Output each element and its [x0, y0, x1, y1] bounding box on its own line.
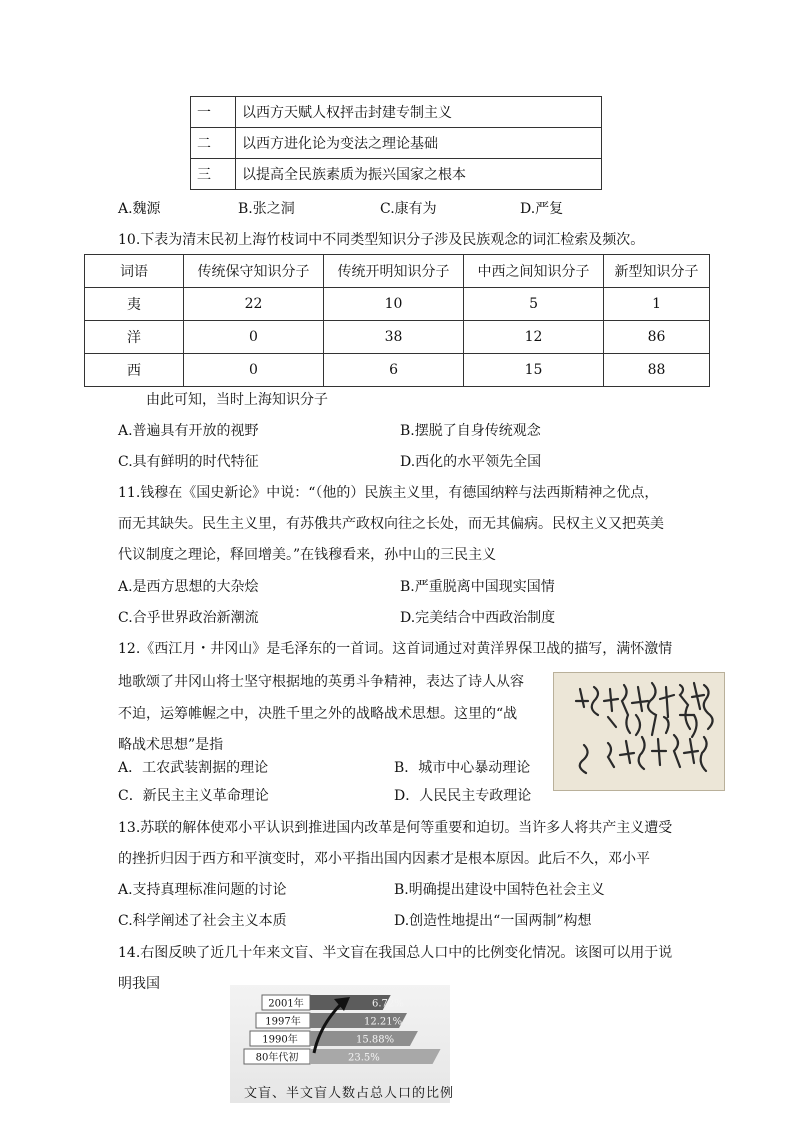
q13-line-2: 的挫折归因于西方和平演变时，邓小平指出国内因素才是根本原因。此后不久，邓小平 [118, 851, 650, 867]
viewpoint-row [191, 159, 602, 190]
table-value-cell: 5 [464, 288, 604, 321]
chart-value-label: 15.88% [356, 1034, 395, 1046]
q11-option-d[interactable]: D.完美结合中西政治制度 [400, 610, 556, 626]
q10-option-c[interactable]: C.具有鲜明的时代特征 [118, 454, 259, 470]
table-row [85, 354, 710, 387]
chart-caption: 文盲、半文盲人数占总人口的比例 [244, 1086, 455, 1101]
table-value-cell: 0 [184, 321, 324, 354]
viewpoint-number: 一 [191, 97, 236, 128]
q11-option-c[interactable]: C.合乎世界政治新潮流 [118, 610, 259, 626]
calligraphy-image [553, 672, 725, 791]
table-value-cell: 10 [324, 288, 464, 321]
q13-line-1: 13.苏联的解体使邓小平认识到推进国内改革是何等重要和迫切。当许多人将共产主义遭受 [118, 820, 673, 836]
table-value-cell: 12 [464, 321, 604, 354]
q9-option-b[interactable]: B.张之洞 [238, 201, 295, 217]
q14-line-1: 14.右图反映了近几十年来文盲、半文盲在我国总人口中的比例变化情况。该图可以用于说 [118, 945, 673, 961]
chart-category-label: 2001年 [268, 998, 304, 1010]
q10-option-b[interactable]: B.摆脱了自身传统观念 [400, 423, 541, 439]
chart-value-label: 6.72% [372, 998, 404, 1010]
viewpoint-table [190, 96, 602, 190]
q13-option-c[interactable]: C.科学阐述了社会主义本质 [118, 913, 287, 929]
chart-value-label: 23.5% [348, 1052, 380, 1064]
table-word-cell: 夷 [85, 288, 184, 321]
q10-stem: 10.下表为清末民初上海竹枝词中不同类型知识分子涉及民族观念的词汇检索及频次。 [118, 232, 645, 248]
viewpoint-text: 以提高全民族素质为振兴国家之根本 [236, 159, 602, 190]
q11-option-a[interactable]: A.是西方思想的大杂烩 [118, 579, 259, 595]
q10-option-d[interactable]: D.西化的水平领先全国 [400, 454, 542, 470]
viewpoint-text: 以西方进化论为变法之理论基础 [236, 128, 602, 159]
viewpoint-number: 三 [191, 159, 236, 190]
chart-value-label: 12.21% [364, 1016, 403, 1028]
q9-option-d[interactable]: D.严复 [520, 201, 564, 217]
chart-category-label: 1997年 [265, 1016, 301, 1028]
q10-option-a[interactable]: A.普遍具有开放的视野 [118, 423, 259, 439]
q11-option-b[interactable]: B.严重脱离中国现实国情 [400, 579, 555, 595]
q10-lead: 由此可知，当时上海知识分子 [146, 392, 328, 408]
table-header-cell: 新型知识分子 [604, 255, 710, 288]
q14-line-2: 明我国 [118, 976, 160, 992]
q13-option-d[interactable]: D.创造性地提出“一国两制”构想 [394, 913, 592, 929]
table-value-cell: 1 [604, 288, 710, 321]
q12-option-b[interactable]: B．城市中心暴动理论 [394, 760, 531, 776]
table-value-cell: 22 [184, 288, 324, 321]
q12-line-1: 12.《西江月・井冈山》是毛泽东的一首词。这首词通过对黄洋界保卫战的描写，满怀激情 [118, 641, 673, 657]
table-row [85, 288, 710, 321]
viewpoint-text: 以西方天赋人权抨击封建专制主义 [236, 97, 602, 128]
table-value-cell: 86 [604, 321, 710, 354]
q9-option-c[interactable]: C.康有为 [380, 201, 437, 217]
q12-option-d[interactable]: D．人民民主专政理论 [394, 788, 532, 804]
table-word-cell: 西 [85, 354, 184, 387]
table-value-cell: 6 [324, 354, 464, 387]
table-header-cell: 传统保守知识分子 [184, 255, 324, 288]
word-frequency-table [84, 254, 710, 387]
viewpoint-row [191, 128, 602, 159]
q11-line-2: 而无其缺失。民生主义里，有苏俄共产政权向往之长处，而无其偏病。民权主义又把英美 [118, 516, 664, 532]
table-value-cell: 38 [324, 321, 464, 354]
q12-line-3: 不迫，运筹帷幄之中，决胜千里之外的战略战术思想。这里的“战 [118, 706, 518, 722]
table-header-cell: 词语 [85, 255, 184, 288]
chart-category-label: 1990年 [262, 1034, 298, 1046]
q13-option-a[interactable]: A.支持真理标准问题的讨论 [118, 882, 287, 898]
table-header-cell: 中西之间知识分子 [464, 255, 604, 288]
q12-line-2: 地歌颂了井冈山将士坚守根据地的英勇斗争精神，表达了诗人从容 [118, 674, 524, 690]
q9-option-a[interactable]: A.魏源 [118, 201, 161, 217]
viewpoint-number: 二 [191, 128, 236, 159]
q13-option-b[interactable]: B.明确提出建设中国特色社会主义 [394, 882, 605, 898]
table-header-cell: 传统开明知识分子 [324, 255, 464, 288]
q12-option-a[interactable]: A．工农武装割据的理论 [118, 760, 269, 776]
q12-option-c[interactable]: C．新民主主义革命理论 [118, 788, 269, 804]
table-value-cell: 15 [464, 354, 604, 387]
q11-line-3: 代议制度之理论，释回增美。”在钱穆看来，孙中山的三民主义 [118, 547, 497, 563]
table-value-cell: 88 [604, 354, 710, 387]
q12-line-4: 略战术思想”是指 [118, 737, 224, 753]
chart-category-label: 80年代初 [255, 1052, 299, 1064]
viewpoint-row [191, 97, 602, 128]
q11-line-1: 11.钱穆在《国史新论》中说：“（他的）民族主义里，有德国纳粹与法西斯精神之优点， [118, 485, 659, 501]
calligraphy-strokes [554, 673, 724, 790]
table-word-cell: 洋 [85, 321, 184, 354]
table-row [85, 321, 710, 354]
table-value-cell: 0 [184, 354, 324, 387]
